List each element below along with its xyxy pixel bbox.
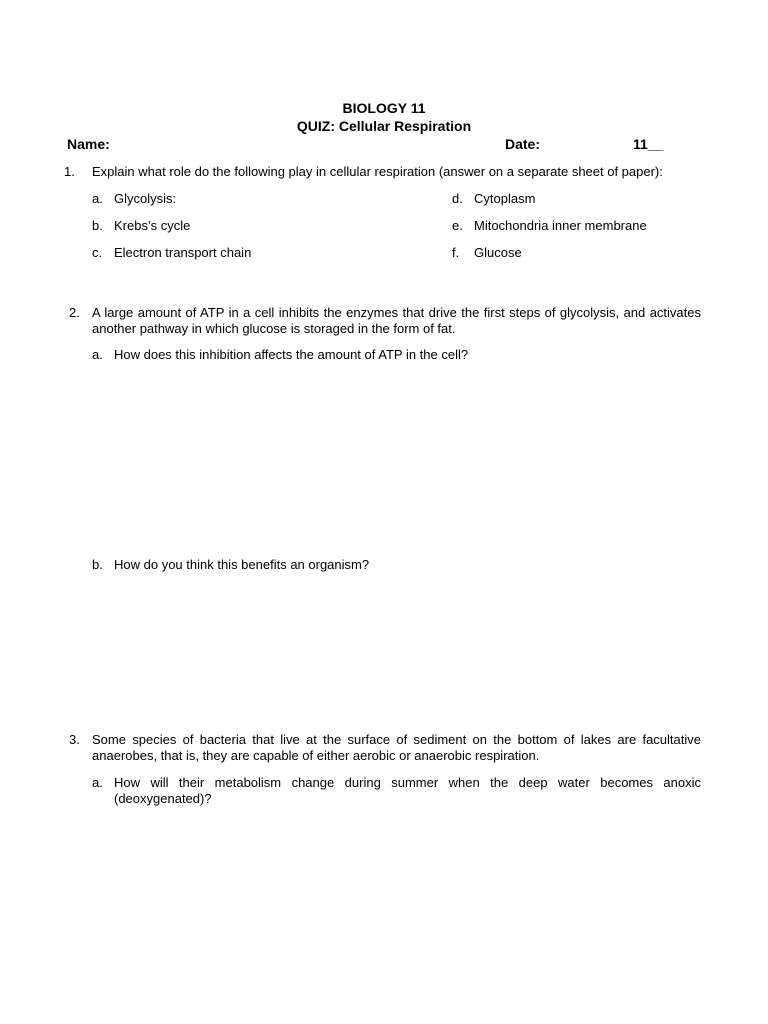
grade-label: 11__: [633, 136, 664, 152]
course-title: BIOLOGY 11: [342, 100, 426, 116]
q1-item-a-letter: a.: [92, 191, 103, 206]
q2-item-a-letter: a.: [92, 347, 103, 362]
q1-item-c-text: Electron transport chain: [114, 245, 252, 260]
date-label: Date:: [505, 136, 541, 152]
q1-item-e-letter: e.: [452, 218, 463, 233]
q1-item-c-letter: c.: [92, 245, 103, 260]
q1-item-b-letter: b.: [92, 218, 103, 233]
q2-item-b-text: How do you think this benefits an organism?: [114, 557, 370, 572]
q1-item-b-text: Krebs’s cycle: [114, 218, 191, 233]
q1-item-d-text: Cytoplasm: [474, 191, 536, 206]
question-2-number: 2.: [69, 305, 80, 320]
question-2-text: A large amount of ATP in a cell inhibits the enzymes that drive the first steps of glycolysis, and activates another pathway in which glucose is storaged in the form of fat.: [92, 305, 701, 336]
q1-item-f-text: Glucose: [474, 245, 522, 260]
question-1-number: 1.: [64, 164, 75, 179]
question-3-number: 3.: [69, 732, 80, 747]
q1-item-f-letter: f.: [452, 245, 460, 260]
q1-item-a-text: Glycolysis:: [114, 191, 177, 206]
q3-item-a-text: How will their metabolism change during summer when the deep water becomes anoxic (deoxygenated)?: [114, 775, 701, 806]
q1-item-e-text: Mitochondria inner membrane: [474, 218, 647, 233]
quiz-title: QUIZ: Cellular Respiration: [296, 118, 472, 134]
question-1-text: Explain what role do the following play in cellular respiration (answer on a separate sheet of paper):: [92, 164, 663, 179]
name-label: Name:: [67, 136, 110, 152]
q2-item-a-text: How does this inhibition affects the amount of ATP in the cell?: [114, 347, 469, 362]
question-3-text: Some species of bacteria that live at the surface of sediment on the bottom of lakes are facultative anaerobes, that is, they are capable of either aerobic or anaerobic respiration.: [92, 732, 701, 763]
q2-item-b-letter: b.: [92, 557, 103, 572]
q1-item-d-letter: d.: [452, 191, 463, 206]
q3-item-a-letter: a.: [92, 775, 103, 790]
